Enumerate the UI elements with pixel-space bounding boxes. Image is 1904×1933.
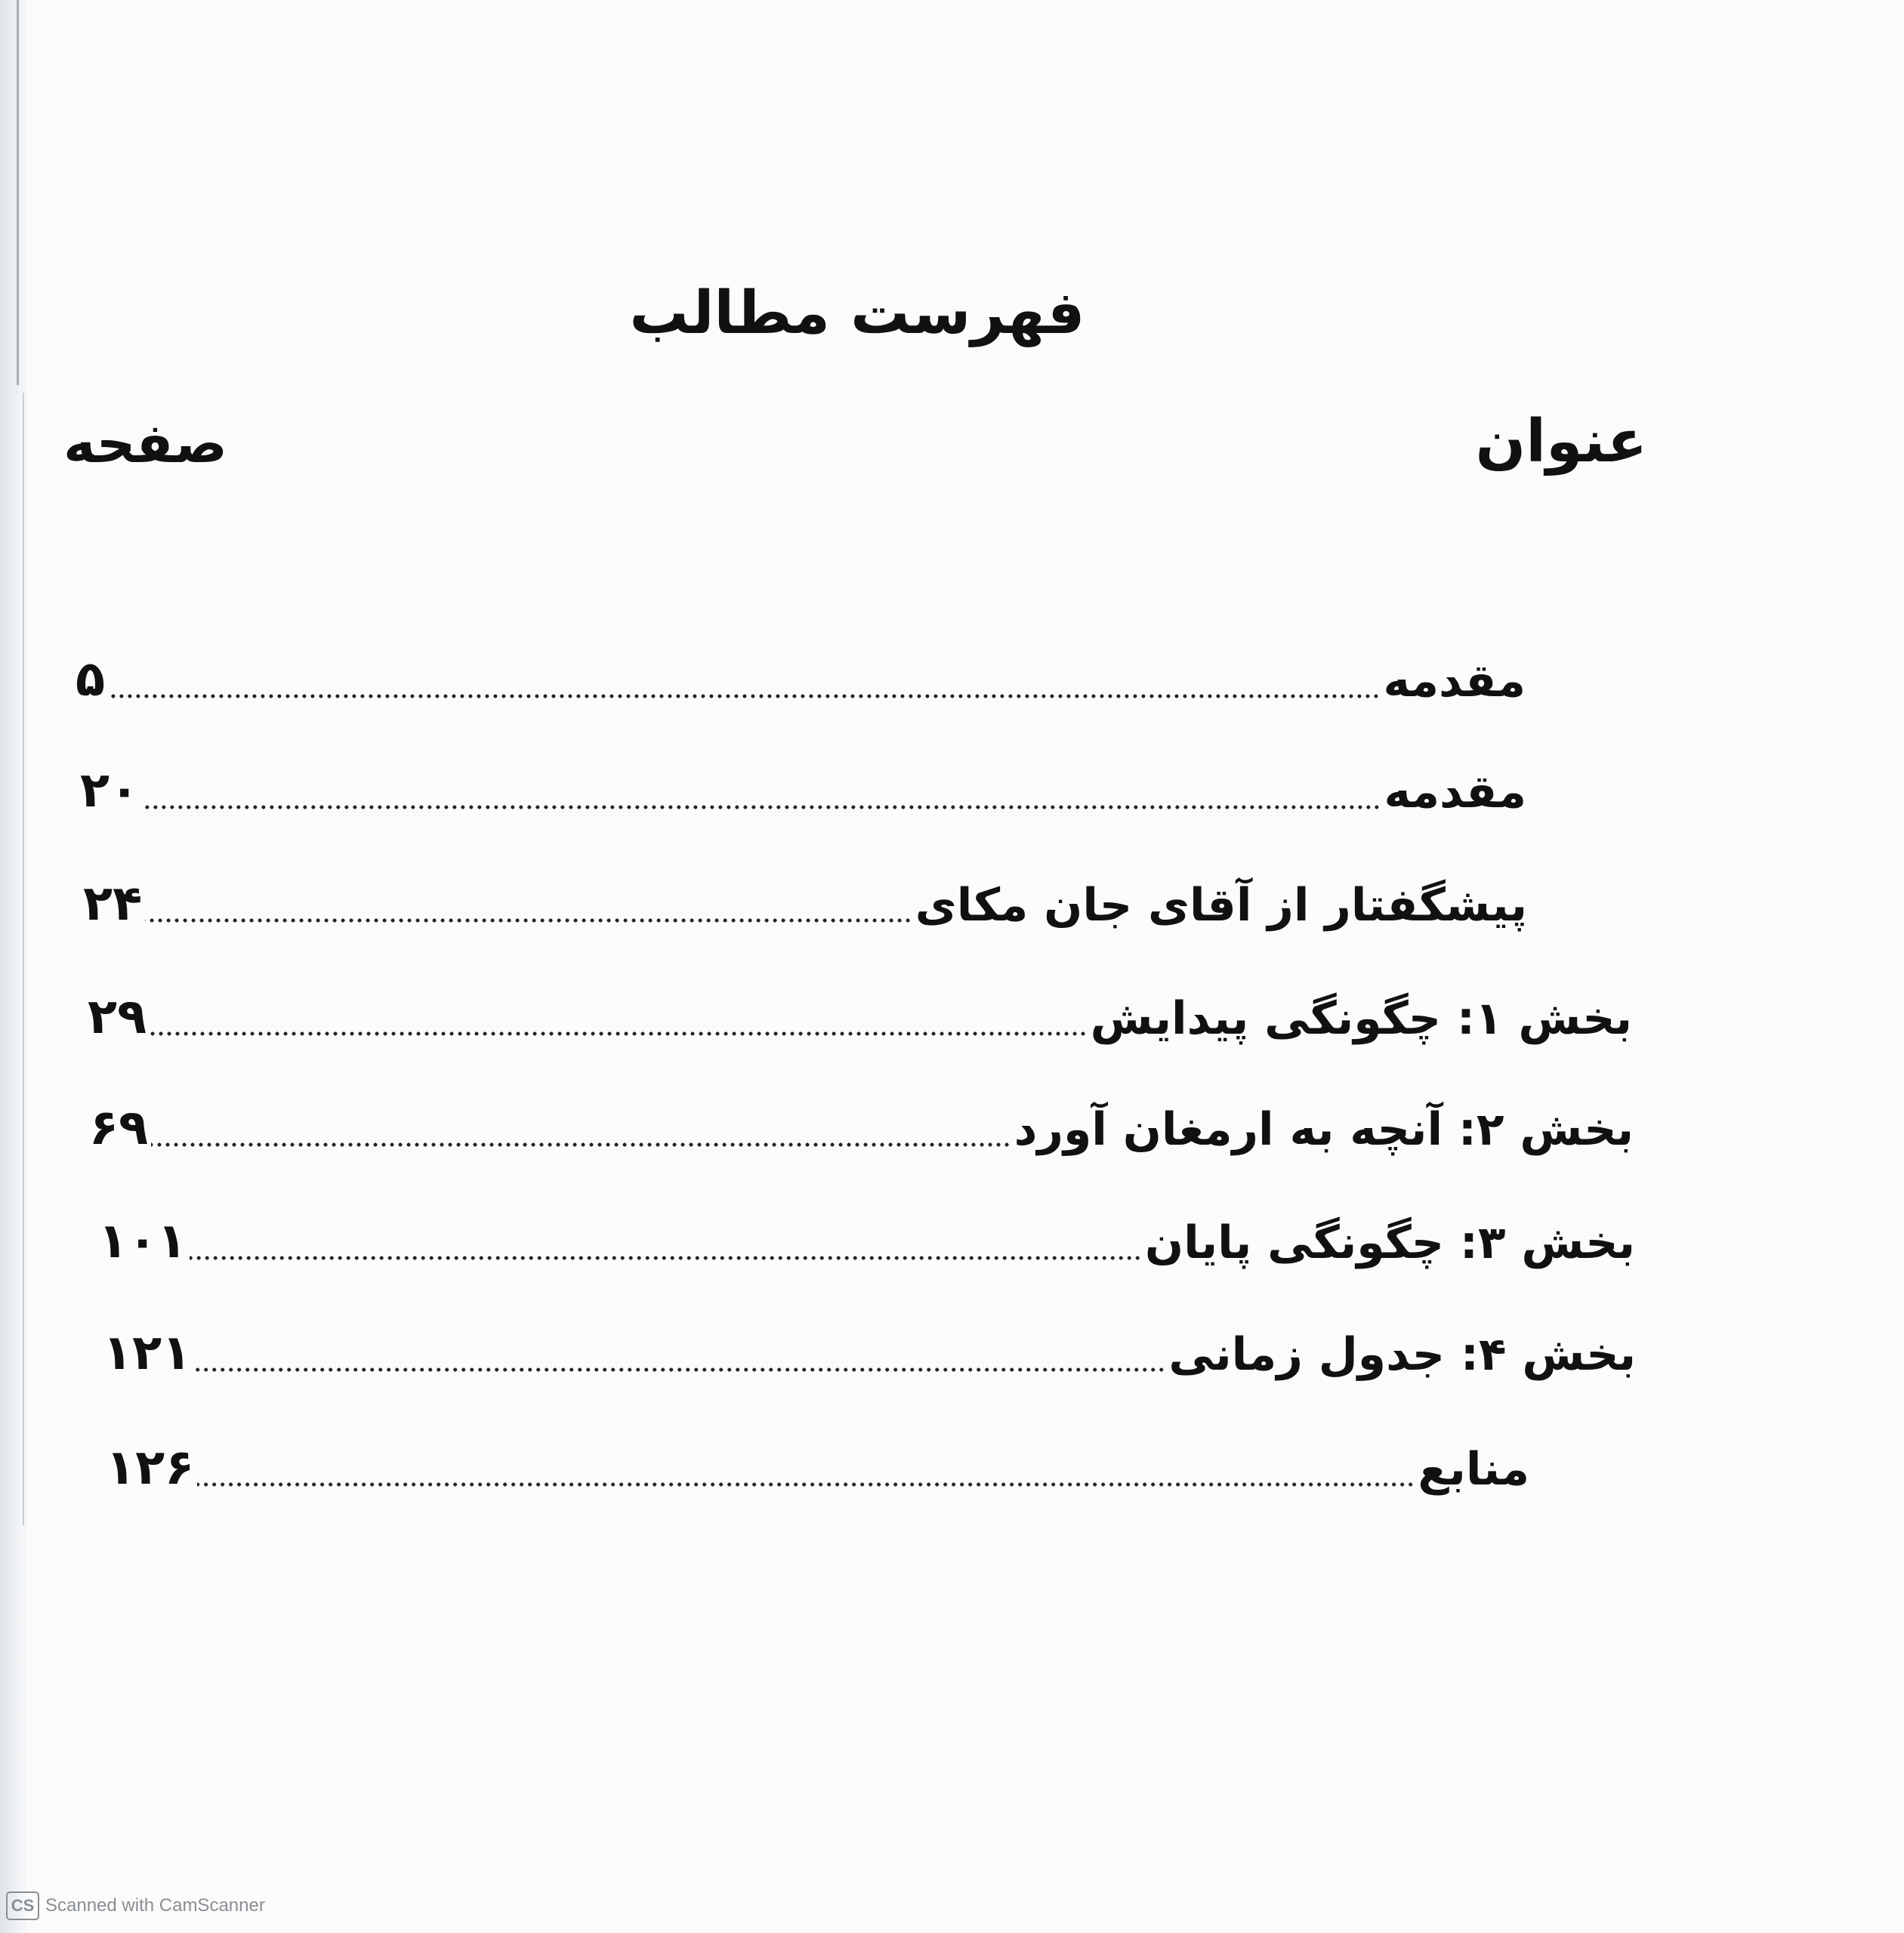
toc-entry-page: ۶۹	[89, 1100, 149, 1156]
dot-leader	[194, 1367, 1165, 1373]
camscanner-logo: CS	[6, 1891, 39, 1920]
dot-leader	[150, 1031, 1088, 1037]
toc-entry	[98, 1213, 1635, 1269]
toc-entry-page: ۱۰۱	[98, 1213, 187, 1269]
toc-entry-page: ۵	[76, 652, 106, 708]
toc-entry	[88, 989, 1632, 1045]
dot-leader	[142, 804, 1381, 810]
toc-entry-page: ۱۲۱	[103, 1325, 192, 1381]
toc-entry	[106, 1440, 1529, 1496]
dot-leader	[145, 917, 912, 923]
dot-leader	[151, 1142, 1011, 1148]
toc-entry-title: مقدمه	[1384, 766, 1526, 819]
dot-leader	[190, 1255, 1142, 1261]
toc-entry-title: بخش ۱: چگونگی پیدایش	[1090, 992, 1632, 1045]
toc-entry-title: پیشگفتار از آقای جان مکای	[915, 879, 1527, 932]
title-column-header: عنوان	[1475, 408, 1647, 476]
scanner-text: Scanned with CamScanner	[45, 1895, 265, 1916]
toc-entry-title: مقدمه	[1383, 655, 1526, 708]
toc-entry-page: ۲۴	[83, 876, 143, 932]
toc-entry	[83, 876, 1527, 932]
toc-entry-page: ۱۲۶	[106, 1440, 195, 1496]
scanner-watermark	[6, 1891, 265, 1920]
toc-entry-page: ۲۹	[88, 989, 147, 1045]
toc-entry-title: بخش ۲: آنچه به ارمغان آورد	[1014, 1103, 1634, 1156]
toc-entry-title: منابع	[1418, 1443, 1529, 1496]
toc-entry	[89, 1100, 1634, 1156]
toc-entry	[80, 763, 1526, 819]
toc-entry	[76, 652, 1526, 708]
toc-entry-title: بخش ۴: جدول زمانی	[1168, 1328, 1636, 1381]
dot-leader	[197, 1481, 1415, 1488]
page-title: فهرست مطالب	[629, 279, 1085, 347]
toc-entry-page: ۲۰	[80, 763, 140, 819]
toc-entry	[103, 1325, 1636, 1381]
page-column-header: صفحه	[63, 412, 227, 475]
dot-leader	[108, 693, 1380, 699]
toc-entry-title: بخش ۳: چگونگی پایان	[1144, 1216, 1635, 1269]
